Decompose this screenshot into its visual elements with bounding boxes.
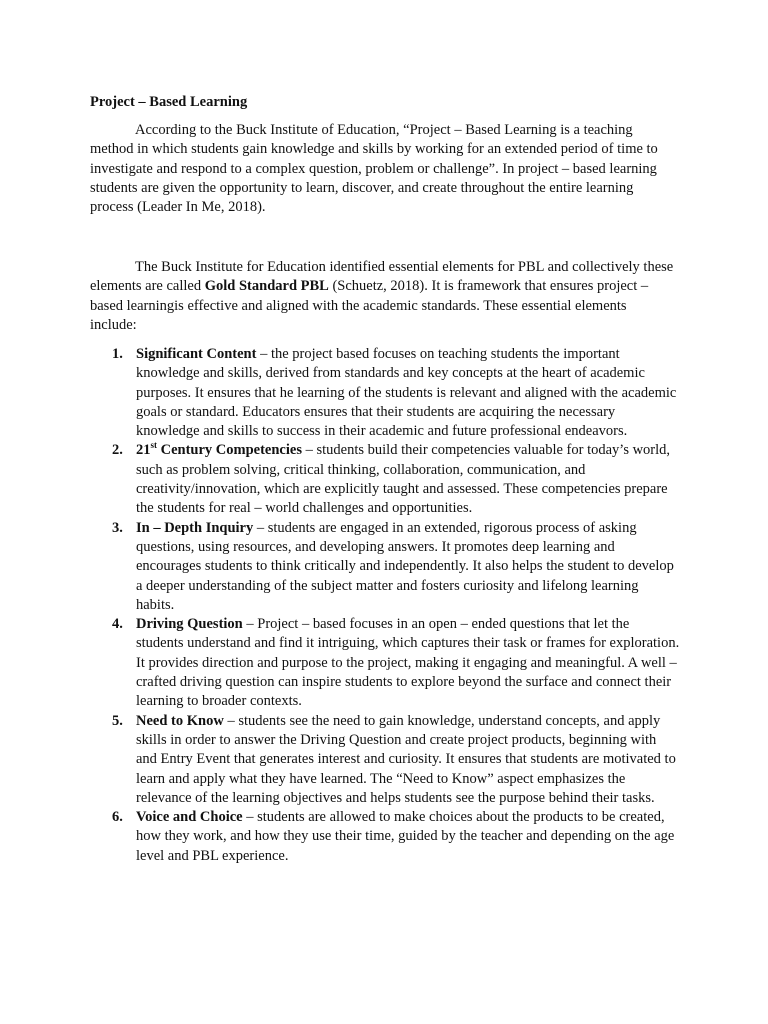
list-item-title: Significant Content	[136, 346, 257, 362]
title-superscript: st	[150, 440, 157, 451]
title-suffix: Century Competencies	[157, 442, 302, 459]
intro-paragraph: According to the Buck Institute of Education, “Project – Based Learning is a teaching method in which students gain knowledge and skills by working for an extended period of time to investigate and respond to a complex question, problem or challenge”. In project – based learning students are given the opportunity to learn, discover, and create throughout the entire learning process (Leader In Me, 2018).	[90, 122, 658, 216]
paragraph2-text-before: The Buck Institute for Education identified essential elements for PBL and collectively these elements are called	[90, 259, 674, 295]
paragraph2-text-after: (Schuetz, 2018). It is framework that ensures project – based learningis effective and aligned with the academic standards. These essential elements include:	[90, 278, 649, 333]
list-item-title: Need to Know	[136, 712, 224, 729]
list-item-title: Voice and Choice	[136, 809, 243, 826]
list-item-number: 2.	[112, 442, 123, 459]
list-item-text: – students are allowed to make choices about the products to be created, how they work, and how they use their time, guided by the teacher and depending on the age level and PBL experience.	[136, 809, 675, 864]
list-item	[90, 615, 680, 711]
list-item	[90, 441, 680, 518]
gold-standard-term: Gold Standard PBL	[204, 278, 329, 295]
list-item-title	[136, 442, 302, 458]
list-item	[90, 712, 680, 808]
list-item-number: 3.	[112, 519, 123, 536]
list-item-number: 4.	[112, 616, 123, 633]
list-item-text: – students build their competencies valuable for today’s world, such as problem solving, critical thinking, collaboration, communication, and creativity/innovation, which are explicitly taught and assessed. These competencies prepare the students for real – world challenges and opportunities.	[136, 442, 671, 517]
essential-elements-list	[90, 345, 680, 866]
list-item	[90, 519, 680, 615]
title-prefix: 21	[136, 442, 151, 459]
document-heading: Project – Based Learning	[90, 94, 248, 110]
list-item-text: – students are engaged in an extended, rigorous process of asking questions, using resources, and developing answers. It promotes deep learning and encourages students to think critically and independently. It also helps the student to develop a deeper understanding of the subject matter and fosters curiosity and lifelong learning habits.	[136, 519, 674, 613]
list-item-title: Driving Question	[136, 616, 243, 633]
list-item-text: – students see the need to gain knowledge, understand concepts, and apply skills in order to answer the Driving Question and create project products, beginning with and Entry Event that generates interest and curiosity. It ensures that students are motivated to learn and apply what they have learned. The “Need to Know” aspect emphasizes the relevance of the learning objectives and helps students see the purpose behind their tasks.	[136, 712, 676, 806]
list-item-text: – Project – based focuses in an open – ended questions that let the students understand and find it intriguing, which captures their task or frames for exploration. It provides direction and purpose to the project, making it engaging and meaningful. A well – crafted driving question can inspire students to explore beyond the surface and connect their learning to broader contexts.	[136, 616, 680, 710]
list-item-number: 6.	[112, 809, 123, 826]
list-item-number: 5.	[112, 712, 123, 729]
list-item	[90, 345, 680, 441]
list-item-text: – the project based focuses on teaching students the important knowledge and skills, derived from standards and key concepts at the heart of academic purposes. It ensures that he learning of the students is relevant and aligned with the academic goals or standard. Educators ensures that their students are acquiring the necessary knowledge and skills to success in their academic and future professional endeavors.	[136, 346, 677, 440]
elements-intro-paragraph	[90, 258, 676, 335]
list-item-title: In – Depth Inquiry	[136, 519, 254, 536]
list-item	[90, 808, 680, 866]
list-item-number: 1.	[112, 346, 123, 362]
